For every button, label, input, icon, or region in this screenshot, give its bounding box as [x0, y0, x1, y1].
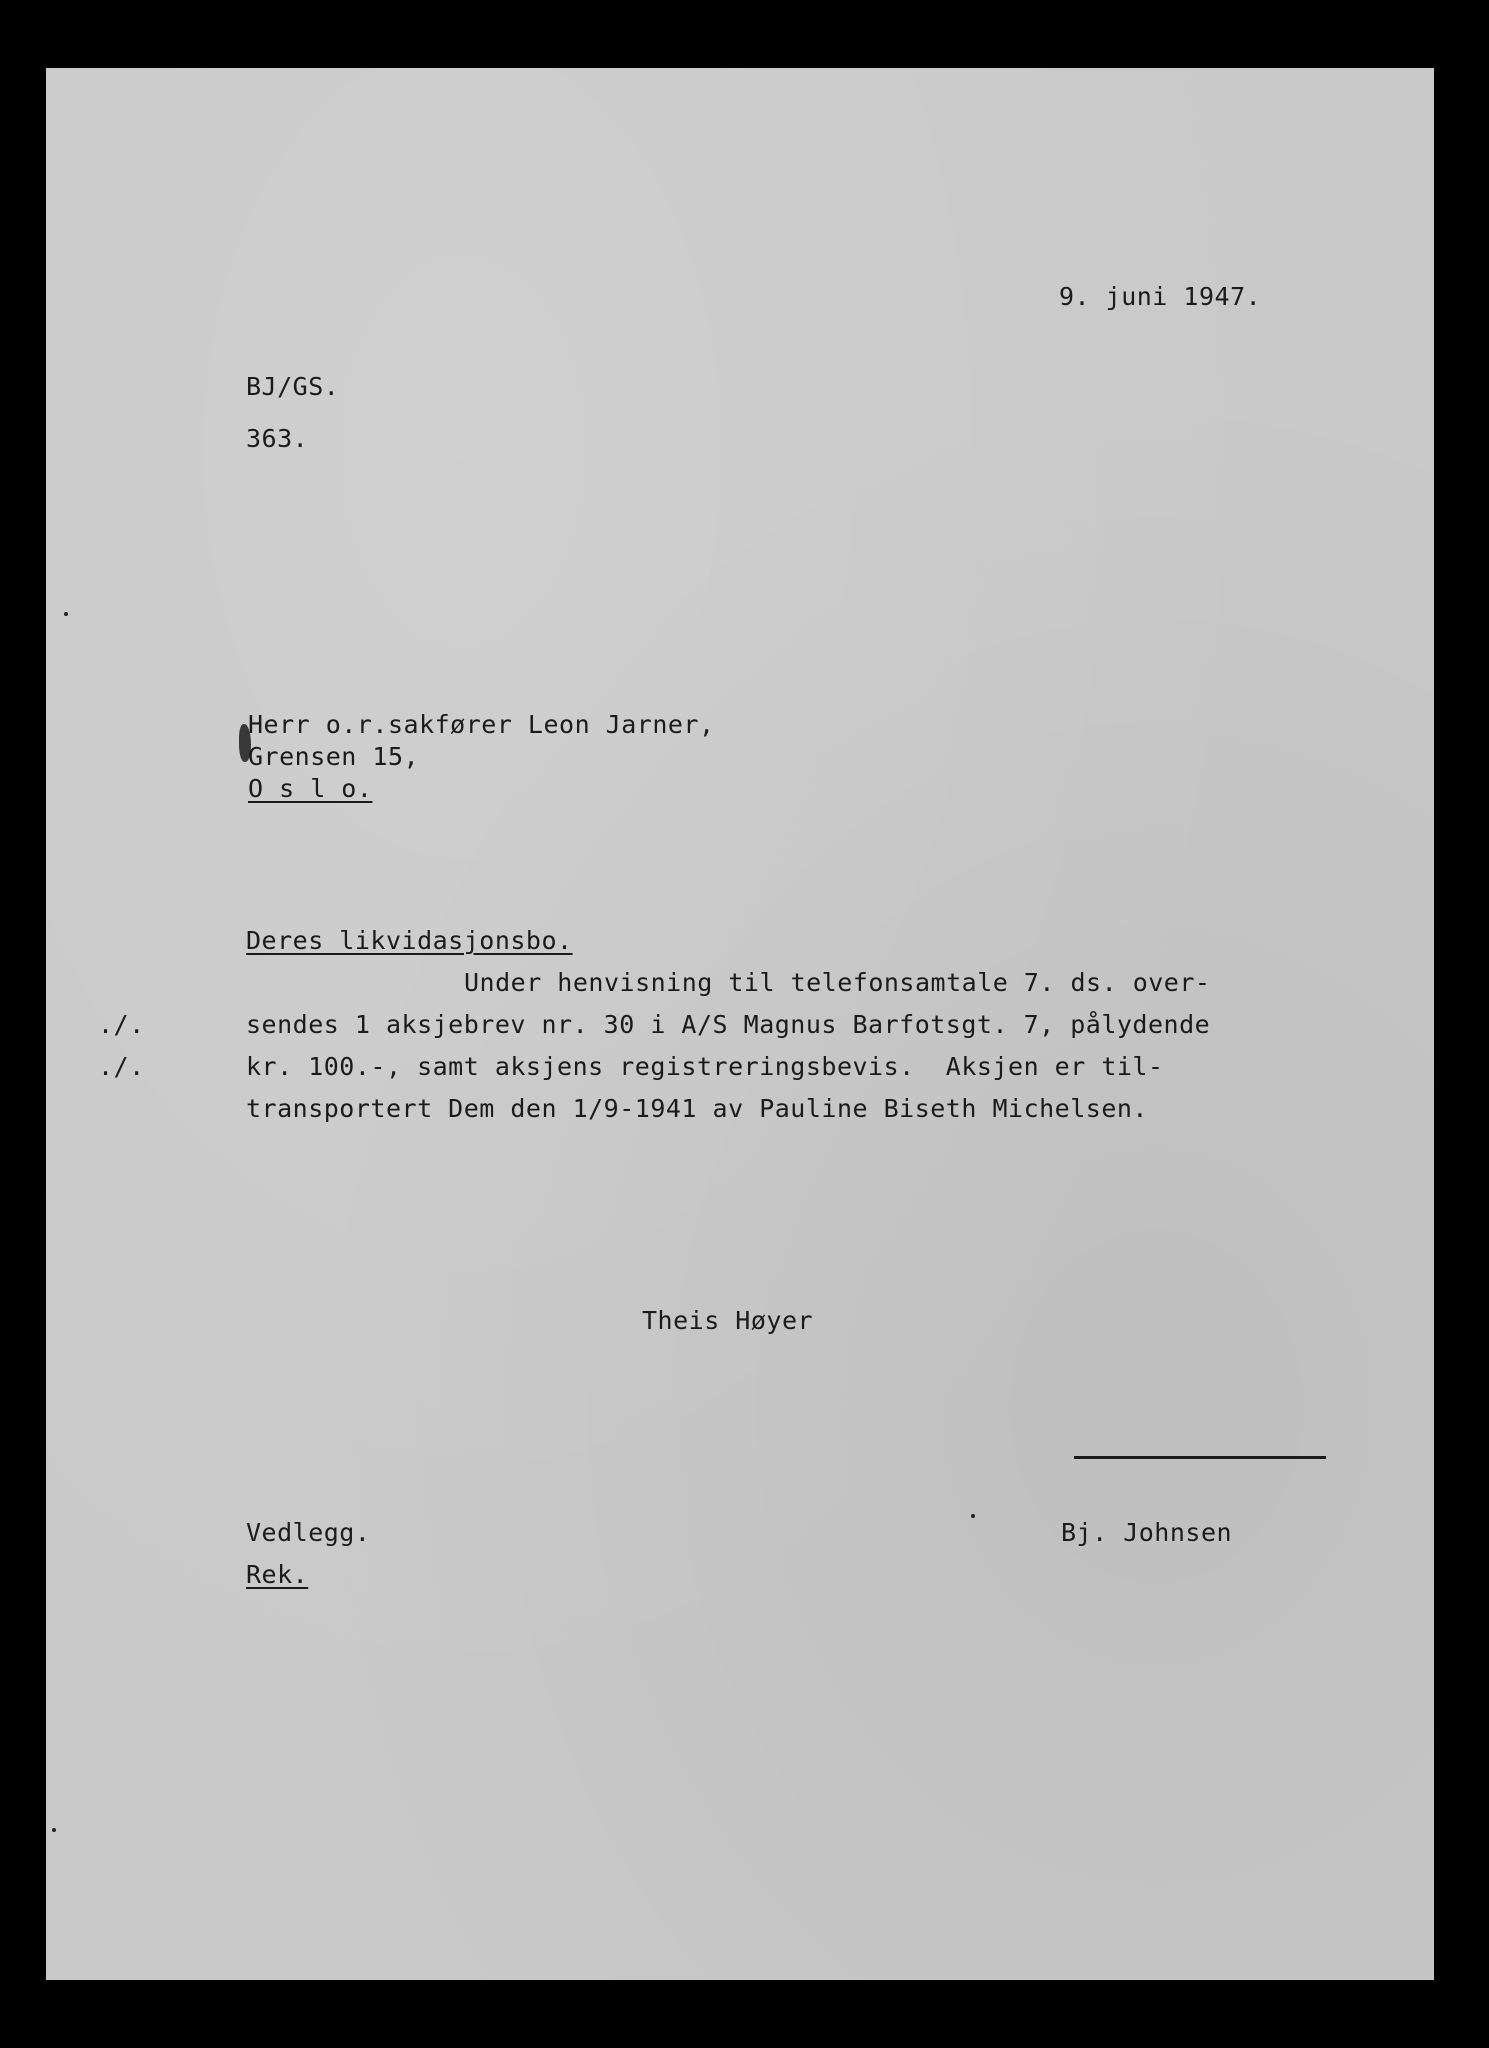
body-line: kr. 100.-, samt aksjens registreringsbevis. Aksjen er til- — [246, 1052, 1164, 1081]
recipient-city: O s l o. — [248, 774, 373, 803]
margin-mark: ./. — [98, 1010, 145, 1039]
signatory-name: Bj. Johnsen — [1061, 1518, 1233, 1547]
letter-sheet — [46, 68, 1434, 1980]
ink-dot — [971, 1514, 975, 1518]
margin-mark: ./. — [98, 1052, 145, 1081]
body-line: transportert Dem den 1/9-1941 av Pauline Biseth Michelsen. — [246, 1094, 1148, 1123]
ink-dot — [64, 612, 68, 616]
enclosure-label: Vedlegg. — [246, 1518, 371, 1547]
subject-line: Deres likvidasjonsbo. — [246, 926, 573, 955]
registered-label: Rek. — [246, 1560, 309, 1589]
signature-line — [1074, 1456, 1326, 1459]
reference-number: 363. — [246, 424, 309, 453]
recipient-name: Herr o.r.sakfører Leon Jarner, — [248, 710, 715, 739]
closing-name: Theis Høyer — [642, 1306, 814, 1335]
letter-date: 9. juni 1947. — [1059, 282, 1262, 311]
body-line: Under henvisning til telefonsamtale 7. ds. over- — [464, 968, 1211, 997]
reference-initials: BJ/GS. — [246, 372, 340, 401]
body-line: sendes 1 aksjebrev nr. 30 i A/S Magnus Barfotsgt. 7, pålydende — [246, 1010, 1211, 1039]
ink-dot — [52, 1828, 56, 1832]
recipient-street: Grensen 15, — [248, 742, 420, 771]
